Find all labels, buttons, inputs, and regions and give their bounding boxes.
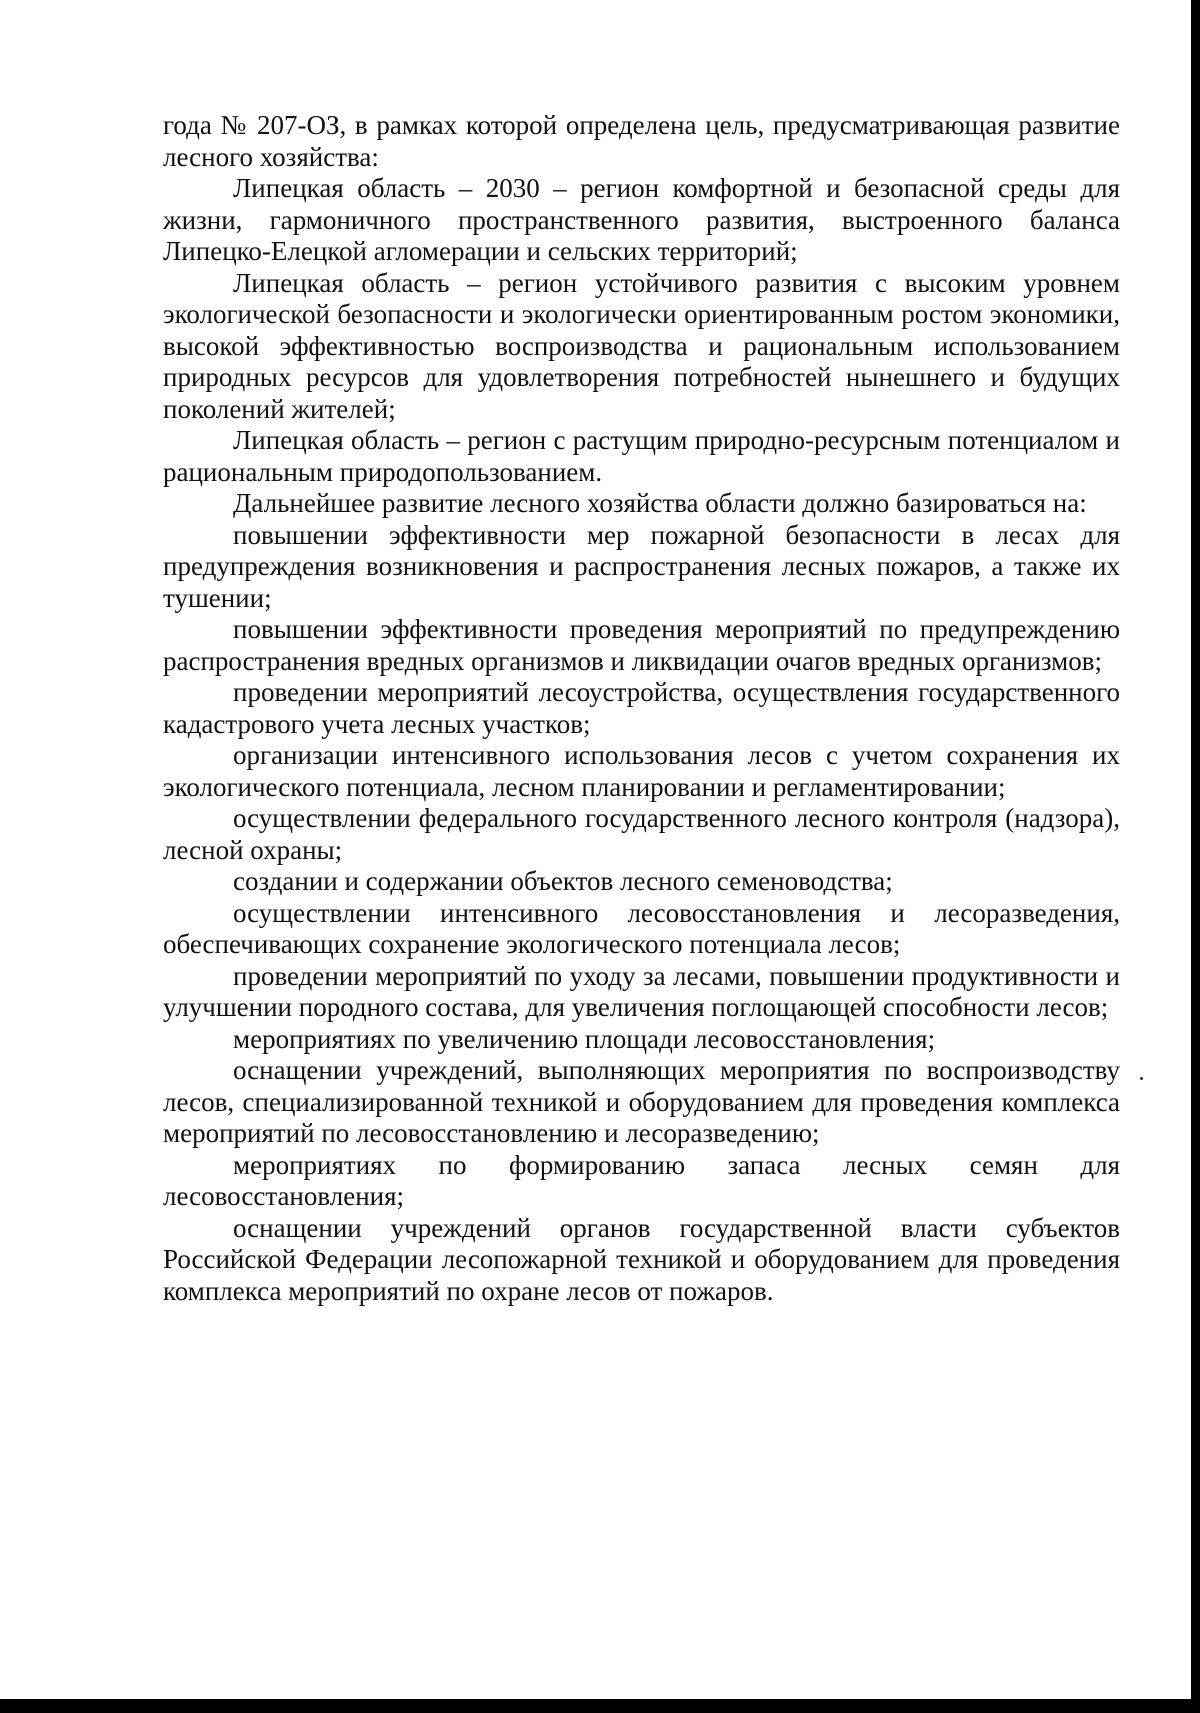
- list-item-equipment-reproduction: оснащении учреждений, выполняющих мероприятия по воспроизводству лесов, специализированной техникой и оборудованием для проведения комплекса мероприятий по лесовосстановлению и лесоразведению;: [163, 1055, 1120, 1148]
- list-item-forest-management: проведении мероприятий лесоустройства, осуществления государственного кадастрового учета лесных участков;: [163, 677, 1120, 739]
- list-item-forest-care: проведении мероприятий по уходу за лесами, повышении продуктивности и улучшении породного состава, для увеличения поглощающей способности лесов;: [163, 960, 1120, 1022]
- scan-speck: [1140, 1077, 1143, 1080]
- list-item-intensive-use: организации интенсивного использования лесов с учетом сохранения их экологического потенциала, лесном планировании и регламентировании;: [163, 740, 1120, 802]
- list-item-forest-control: осуществлении федерального государственного лесного контроля (надзора), лесной охраны;: [163, 803, 1120, 865]
- paragraph-continuation: года № 207-ОЗ, в рамках которой определена цель, предусматривающая развитие лесного хозяйства:: [163, 110, 1120, 172]
- list-item-seed-stock: мероприятиях по формированию запаса лесных семян для лесовосстановления;: [163, 1149, 1120, 1211]
- list-item-pest-control: повышении эффективности проведения мероприятий по предупреждению распространения вредных организмов и ликвидации очагов вредных организмов;: [163, 614, 1120, 676]
- document-body: [163, 110, 1120, 1307]
- list-item-fire-equipment: оснащении учреждений органов государственной власти субъектов Российской Федерации лесопожарной техникой и оборудованием для проведения комплекса мероприятий по охране лесов от пожаров.: [163, 1212, 1120, 1306]
- list-item-reforestation: осуществлении интенсивного лесовосстановления и лесоразведения, обеспечивающих сохранение экологического потенциала лесов;: [163, 897, 1120, 959]
- paragraph-resource-region: Липецкая область – регион с растущим природно-ресурсным потенциалом и рациональным природопользованием.: [163, 425, 1120, 487]
- list-item-seed-production: создании и содержании объектов лесного семеноводства;: [233, 866, 893, 896]
- list-item-reforestation-area: мероприятиях по увеличению площади лесовосстановления;: [233, 1023, 936, 1054]
- scan-border-bottom: [0, 1699, 1200, 1713]
- paragraph-further-development: Дальнейшее развитие лесного хозяйства области должно базироваться на:: [233, 488, 1087, 518]
- list-item-fire-safety: повышении эффективности мер пожарной безопасности в лесах для предупреждения возникновения и распространения лесных пожаров, а также их тушении;: [163, 519, 1120, 613]
- paragraph-lipetsk-2030: Липецкая область – 2030 – регион комфортной и безопасной среды для жизни, гармоничного пространственного развития, выстроенного баланса Липецко-Елецкой агломерации и сельских территорий;: [163, 173, 1120, 266]
- scan-border-right: [1191, 0, 1200, 1713]
- paragraph-sustainable-region: Липецкая область – регион устойчивого развития с высоким уровнем экологической безопасности и экологически ориентированным ростом экономики, высокой эффективностью воспроизводства и рациональным использованием природных ресурсов для удовлетворения потребностей нынешнего и будущих поколений жителей;: [163, 267, 1120, 424]
